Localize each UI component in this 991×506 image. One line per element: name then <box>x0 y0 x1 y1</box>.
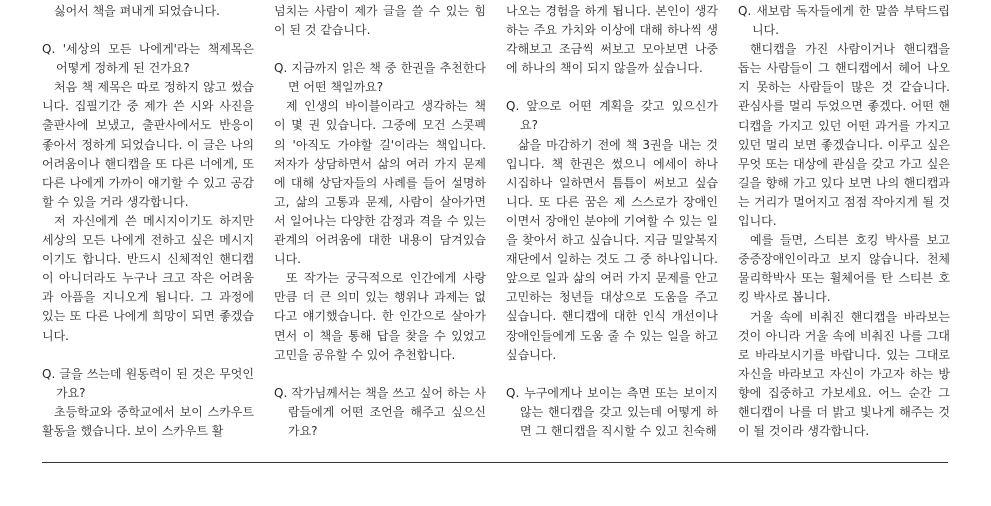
body-paragraph: 저 자신에게 쓴 메시지이기도 하지만 세상의 모든 나에게 전하고 싶은 메시지이기도 합니다. 반드시 신체적인 핸디캡이 아니더라도 누구나 크고 작은 어려움과 아픔을 지니오게 됩니다. 그 과정에 있는 또 다른 나에게 희망이 되면 좋겠습니다. <box>42 213 254 343</box>
body-paragraph: 삶을 마감하기 전에 책 3권을 내는 것입니다. 책 한권은 썼으니 에세이 하나 시집하나 일하면서 틈틈이 써보고 싶습니다. 또 다른 꿈은 제 스스로가 장애인이면서 장애인 분야에 기여할 수 있는 일을 찾아서 하고 싶습니다. 지금 밀알복지재단에서 일하는 것도 그 중 하나입니다. 앞으로 일과 삶의 여러 가지 문제를 안고 고민하는 청년들 대상으로 도움을 주고 싶습니다. 핸디캡에 대한 인식 개선이나 장애인들에게 도움 줄 수 있는 일을 하고 싶습니다. <box>506 137 718 362</box>
body-paragraph: 예를 들면, 스티븐 호킹 박사를 보고 중증장애인이라고 보지 않습니다. 천체물리학박사 또는 휠체어를 탄 스티븐 호킹 박사로 봅니다. <box>738 233 950 305</box>
question-heading: Q. 누구에게나 보이는 측면 또는 보이지 않는 핸디캡을 갖고 있는데 어떻게 하면 그 핸디캡을 직시할 수 있고 친숙해 <box>506 385 718 438</box>
question-heading: Q. 새보람 독자들에게 한 말씀 부탁드립니다. <box>738 4 950 38</box>
body-paragraph: 또 작가는 궁극적으로 인간에게 사랑만큼 더 큰 의미 있는 행위나 과제는 없다고 얘기했습니다. 한 인간으로 살아가면서 이 책을 통해 답을 찾을 수 있었고 고민을 공유할 수 있어 추천합니다. <box>274 271 486 362</box>
paragraph-gap <box>274 365 486 384</box>
body-paragraph: 싫어서 책을 펴내게 되었습니다. <box>54 4 220 18</box>
paragraph-gap <box>42 21 254 40</box>
question-heading: Q. 지금까지 읽은 책 중 한권을 추천한다면 어떤 책일까요? <box>274 61 486 95</box>
paragraph-gap <box>506 365 718 384</box>
text-column-1 <box>42 2 254 441</box>
text-column-2 <box>274 2 486 441</box>
question-heading: Q. '세상의 모든 나에게'라는 책제목은 어떻게 정하게 된 건가요? <box>42 42 254 76</box>
question-heading: Q. 앞으로 어떤 계획을 갖고 있으신가요? <box>506 99 718 133</box>
question-heading: Q. 작가님께서는 책을 쓰고 싶어 하는 사람들에게 어떤 조언을 해주고 싶으신가요? <box>274 385 486 438</box>
body-paragraph: 나오는 경험을 하게 됩니다. 본인이 생각하는 주요 가치와 이상에 대해 하나씩 생각해보고 조금씩 써보고 모아보면 나중에 하나의 책이 되지 않을까 싶습니다. <box>506 4 718 76</box>
text-column-4 <box>738 2 950 441</box>
text-column-3 <box>506 2 718 441</box>
body-paragraph: 처음 책 제목은 따로 정하지 않고 썼습니다. 집필기간 중 제가 쓴 시와 사진을 출판사에 보냈고, 출판사에서도 반응이 좋아서 정하게 되었습니다. 이 글은 나의 어려움이나 핸디캡을 또 다른 너에게, 또 다른 나에게 가까이 얘기할 수 있고 공감 할 수 있을 거라 생각합니다. <box>42 80 254 209</box>
body-paragraph: 제 인생의 바이블이라고 생각하는 책이 몇 권 있습니다. 그중에 모건 스콧펙의 '아직도 가야할 길'이라는 책입니다. 저자가 상담하면서 삶의 여러 가지 문제에 대해 상담자들의 사례를 들어 설명하고, 삶의 고통과 문제, 사람이 살아가면서 일어나는 다양한 감정과 격을 수 있는 관계의 어려움에 대한 내용이 담겨있습니다. <box>274 99 486 267</box>
paragraph-gap <box>506 78 718 97</box>
paragraph-gap <box>274 40 486 59</box>
paragraph-gap <box>42 346 254 365</box>
body-paragraph: 넘치는 사람이 제가 글을 쓸 수 있는 힘이 된 것 같습니다. <box>274 4 486 38</box>
body-paragraph: 초등학교와 중학교에서 보이 스카우트 활동을 했습니다. 보이 스카우트 활 <box>42 404 254 438</box>
question-heading: Q. 글을 쓰는데 원동력이 된 것은 무엇인가요? <box>42 366 254 400</box>
bottom-rule <box>42 462 948 463</box>
body-paragraph: 핸디캡을 가진 사람이거나 핸디캡을 돕는 사람들이 그 핸디캡에서 헤어 나오지 못하는 사람들이 많은 것 같습니다. 관심사를 멀리 두었으면 좋겠다. 어떤 핸디캡을 가지고 있던 어떤 과거를 가지고 있던 멀리 보면 좋겠습니다. 이루고 싶은 무엇 또는 대상에 관심을 갖고 가고 싶은 길을 향해 가고 있다 보면 나의 핸디캡과는 거리가 멀어지고 점점 작아지게 될 것입니다. <box>738 42 950 229</box>
body-paragraph: 거울 속에 비춰진 핸디캡을 바라보는 것이 아니라 거울 속에 비춰진 나를 그대로 바라보시기를 바랍니다. 있는 그대로 자신을 바라보고 자신이 가고자 하는 방향에 집중하고 가보세요. 어느 순간 그 핸디캡이 나를 더 밝고 빛나게 해주는 것이 될 것이라 생각합니다. <box>738 309 950 439</box>
